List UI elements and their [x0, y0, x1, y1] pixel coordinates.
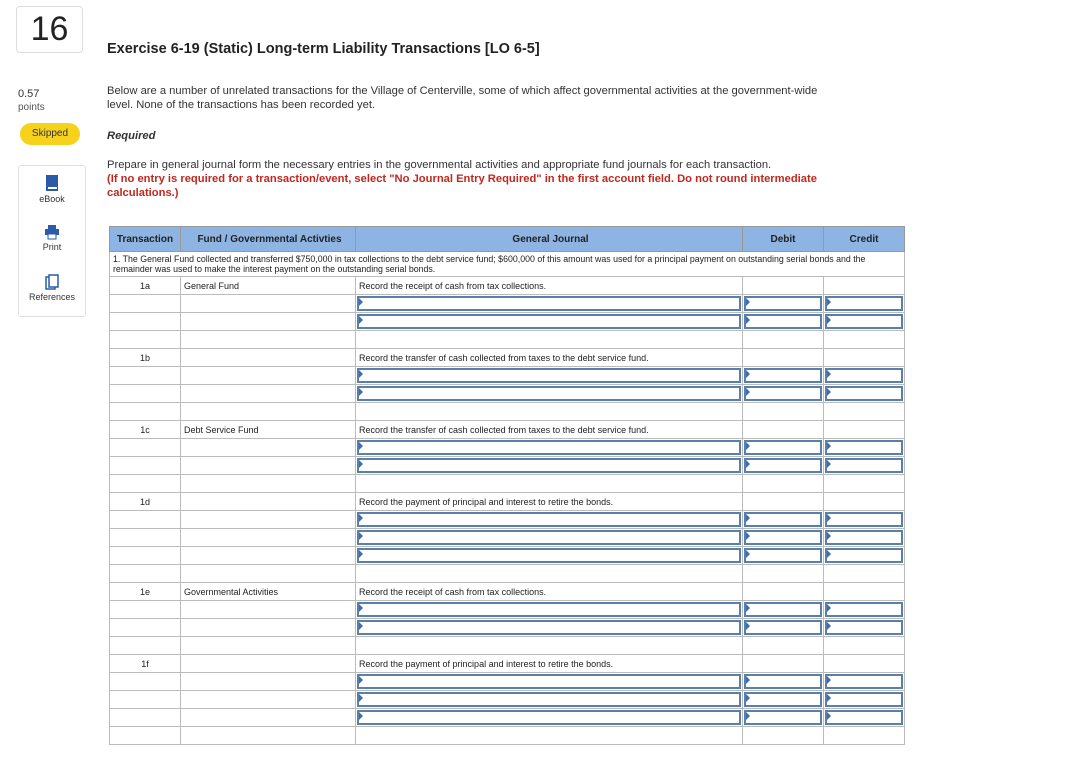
credit-input[interactable]: [825, 710, 903, 725]
header-fund: Fund / Governmental Activties: [181, 227, 356, 252]
memo-credit-empty: [824, 655, 905, 673]
line-transaction-empty: [110, 439, 181, 457]
spacer-cell: [824, 565, 905, 583]
journal-line-row: [110, 313, 905, 331]
line-fund-empty: [181, 511, 356, 529]
credit-input[interactable]: [825, 440, 903, 455]
account-dropdown[interactable]: [357, 368, 741, 383]
spacer-cell: [356, 565, 743, 583]
header-transaction: Transaction: [110, 227, 181, 252]
credit-input[interactable]: [825, 530, 903, 545]
memo-debit-empty: [743, 493, 824, 511]
question-number: 16: [16, 6, 83, 53]
journal-line-row: [110, 709, 905, 727]
journal-line-row: [110, 439, 905, 457]
credit-input-cell: [824, 691, 905, 709]
entry-memo-row: [110, 349, 905, 367]
fund-name: Governmental Activities: [181, 583, 356, 601]
credit-input-cell: [824, 367, 905, 385]
credit-input-cell: [824, 511, 905, 529]
line-fund-empty: [181, 691, 356, 709]
account-dropdown-cell: [356, 439, 743, 457]
credit-input[interactable]: [825, 368, 903, 383]
exercise-intro: Below are a number of unrelated transactions for the Village of Centerville, some of which affect governmental activities at the government-wide level. None of the transactions has been recorded yet.: [107, 85, 818, 111]
account-dropdown[interactable]: [357, 296, 741, 311]
fund-name: [181, 655, 356, 673]
debit-input-cell: [743, 673, 824, 691]
account-dropdown-cell: [356, 367, 743, 385]
spacer-cell: [824, 475, 905, 493]
debit-input[interactable]: [744, 548, 822, 563]
references-label: References: [28, 292, 76, 302]
entry-memo-row: [110, 583, 905, 601]
journal-line-row: [110, 457, 905, 475]
line-transaction-empty: [110, 691, 181, 709]
memo-debit-empty: [743, 655, 824, 673]
transaction-id: 1f: [110, 655, 181, 673]
spacer-cell: [356, 475, 743, 493]
line-fund-empty: [181, 439, 356, 457]
points-value: 0.57: [18, 88, 40, 100]
debit-input[interactable]: [744, 368, 822, 383]
debit-input[interactable]: [744, 386, 822, 401]
spacer-cell: [110, 403, 181, 421]
spacer-cell: [356, 331, 743, 349]
line-fund-empty: [181, 619, 356, 637]
account-dropdown[interactable]: [357, 548, 741, 563]
debit-input[interactable]: [744, 530, 822, 545]
memo-credit-empty: [824, 583, 905, 601]
debit-input[interactable]: [744, 440, 822, 455]
line-fund-empty: [181, 367, 356, 385]
fund-name: [181, 349, 356, 367]
spacer-cell: [181, 331, 356, 349]
spacer-cell: [181, 727, 356, 745]
spacer-cell: [356, 727, 743, 745]
spacer-cell: [743, 727, 824, 745]
spacer-row: [110, 403, 905, 421]
points-label: points: [18, 102, 45, 113]
line-transaction-empty: [110, 709, 181, 727]
spacer-cell: [110, 565, 181, 583]
debit-input-cell: [743, 367, 824, 385]
line-fund-empty: [181, 457, 356, 475]
account-dropdown-cell: [356, 511, 743, 529]
spacer-row: [110, 637, 905, 655]
spacer-cell: [110, 475, 181, 493]
line-transaction-empty: [110, 673, 181, 691]
ebook-button[interactable]: [19, 166, 85, 216]
credit-input-cell: [824, 385, 905, 403]
account-dropdown-cell: [356, 457, 743, 475]
transaction-id: 1d: [110, 493, 181, 511]
account-dropdown-cell: [356, 547, 743, 565]
entry-memo: Record the transfer of cash collected from taxes to the debt service fund.: [356, 421, 743, 439]
account-dropdown[interactable]: [357, 512, 741, 527]
account-dropdown-cell: [356, 619, 743, 637]
credit-input[interactable]: [825, 314, 903, 329]
transaction-id: 1e: [110, 583, 181, 601]
instructions: [107, 158, 867, 200]
account-dropdown-cell: [356, 673, 743, 691]
line-transaction-empty: [110, 619, 181, 637]
credit-input[interactable]: [825, 620, 903, 635]
credit-input-cell: [824, 313, 905, 331]
journal-line-row: [110, 295, 905, 313]
account-dropdown-cell: [356, 529, 743, 547]
journal-line-row: [110, 529, 905, 547]
debit-input[interactable]: [744, 314, 822, 329]
account-dropdown-cell: [356, 313, 743, 331]
spacer-cell: [110, 637, 181, 655]
spacer-row: [110, 565, 905, 583]
account-dropdown[interactable]: [357, 710, 741, 725]
entry-memo: Record the receipt of cash from tax collections.: [356, 583, 743, 601]
instruction-note: (If no entry is required for a transaction/event, select "No Journal Entry Required" in the first account field. Do not round intermediate calculations.): [107, 173, 817, 199]
account-dropdown[interactable]: [357, 674, 741, 689]
account-dropdown-cell: [356, 691, 743, 709]
line-fund-empty: [181, 547, 356, 565]
memo-credit-empty: [824, 421, 905, 439]
print-label: Print: [42, 242, 62, 252]
required-heading: Required: [107, 130, 156, 142]
journal-line-row: [110, 367, 905, 385]
account-dropdown[interactable]: [357, 458, 741, 473]
debit-input-cell: [743, 295, 824, 313]
line-transaction-empty: [110, 313, 181, 331]
spacer-cell: [110, 727, 181, 745]
debit-input-cell: [743, 439, 824, 457]
memo-credit-empty: [824, 277, 905, 295]
line-fund-empty: [181, 709, 356, 727]
credit-input[interactable]: [825, 692, 903, 707]
memo-debit-empty: [743, 421, 824, 439]
account-dropdown-cell: [356, 601, 743, 619]
credit-input[interactable]: [825, 548, 903, 563]
entry-memo: Record the transfer of cash collected from taxes to the debt service fund.: [356, 349, 743, 367]
fund-name: Debt Service Fund: [181, 421, 356, 439]
debit-input-cell: [743, 547, 824, 565]
debit-input[interactable]: [744, 620, 822, 635]
spacer-cell: [356, 403, 743, 421]
entry-memo: Record the payment of principal and interest to retire the bonds.: [356, 655, 743, 673]
journal-line-row: [110, 385, 905, 403]
journal-line-row: [110, 547, 905, 565]
spacer-cell: [743, 475, 824, 493]
credit-input[interactable]: [825, 296, 903, 311]
journal-line-row: [110, 691, 905, 709]
line-fund-empty: [181, 673, 356, 691]
debit-input-cell: [743, 529, 824, 547]
account-dropdown[interactable]: [357, 602, 741, 617]
line-transaction-empty: [110, 295, 181, 313]
transaction-description-row: [110, 252, 905, 277]
account-dropdown[interactable]: [357, 314, 741, 329]
line-transaction-empty: [110, 601, 181, 619]
ebook-icon: [45, 174, 59, 192]
line-fund-empty: [181, 385, 356, 403]
spacer-cell: [181, 403, 356, 421]
spacer-row: [110, 727, 905, 745]
credit-input[interactable]: [825, 512, 903, 527]
spacer-cell: [181, 475, 356, 493]
spacer-cell: [181, 637, 356, 655]
credit-input-cell: [824, 439, 905, 457]
debit-input[interactable]: [744, 674, 822, 689]
spacer-cell: [743, 637, 824, 655]
transaction-id: 1c: [110, 421, 181, 439]
spacer-cell: [110, 331, 181, 349]
header-general-journal: General Journal: [356, 227, 743, 252]
line-fund-empty: [181, 529, 356, 547]
memo-debit-empty: [743, 349, 824, 367]
debit-input-cell: [743, 619, 824, 637]
line-fund-empty: [181, 295, 356, 313]
debit-input-cell: [743, 313, 824, 331]
spacer-cell: [356, 637, 743, 655]
debit-input-cell: [743, 511, 824, 529]
spacer-cell: [743, 331, 824, 349]
credit-input-cell: [824, 547, 905, 565]
line-transaction-empty: [110, 385, 181, 403]
references-button[interactable]: [19, 266, 85, 316]
fund-name: General Fund: [181, 277, 356, 295]
journal-line-row: [110, 511, 905, 529]
credit-input[interactable]: [825, 674, 903, 689]
line-fund-empty: [181, 601, 356, 619]
tools-panel: [18, 165, 86, 317]
references-icon: [45, 274, 59, 290]
entry-memo: Record the receipt of cash from tax collections.: [356, 277, 743, 295]
line-transaction-empty: [110, 511, 181, 529]
spacer-cell: [824, 403, 905, 421]
print-icon: [44, 224, 60, 240]
debit-input-cell: [743, 457, 824, 475]
debit-input[interactable]: [744, 458, 822, 473]
credit-input-cell: [824, 529, 905, 547]
account-dropdown[interactable]: [357, 692, 741, 707]
spacer-row: [110, 331, 905, 349]
ebook-label: eBook: [39, 194, 65, 204]
entry-memo-row: [110, 277, 905, 295]
debit-input-cell: [743, 691, 824, 709]
account-dropdown-cell: [356, 385, 743, 403]
memo-debit-empty: [743, 277, 824, 295]
credit-input-cell: [824, 601, 905, 619]
memo-credit-empty: [824, 493, 905, 511]
debit-input-cell: [743, 709, 824, 727]
line-transaction-empty: [110, 457, 181, 475]
spacer-cell: [824, 331, 905, 349]
spacer-cell: [824, 727, 905, 745]
credit-input-cell: [824, 709, 905, 727]
entry-memo: Record the payment of principal and interest to retire the bonds.: [356, 493, 743, 511]
header-credit: Credit: [824, 227, 905, 252]
table-header-row: [110, 227, 905, 252]
credit-input[interactable]: [825, 602, 903, 617]
debit-input[interactable]: [744, 710, 822, 725]
spacer-cell: [181, 565, 356, 583]
memo-debit-empty: [743, 583, 824, 601]
debit-input[interactable]: [744, 602, 822, 617]
transaction-id: 1a: [110, 277, 181, 295]
entry-memo-row: [110, 493, 905, 511]
spacer-cell: [743, 565, 824, 583]
transaction-description: 1. The General Fund collected and transferred $750,000 in tax collections to the debt service fund; $600,000 of this amount was used for a principal payment on outstanding serial bonds and the remainder was used to make the interest payment on the outstanding serial bonds.: [110, 252, 905, 277]
line-transaction-empty: [110, 367, 181, 385]
credit-input-cell: [824, 619, 905, 637]
account-dropdown[interactable]: [357, 386, 741, 401]
debit-input-cell: [743, 601, 824, 619]
line-transaction-empty: [110, 547, 181, 565]
credit-input-cell: [824, 295, 905, 313]
account-dropdown[interactable]: [357, 620, 741, 635]
spacer-cell: [743, 403, 824, 421]
print-button[interactable]: [19, 216, 85, 266]
spacer-cell: [824, 637, 905, 655]
line-transaction-empty: [110, 529, 181, 547]
transaction-id: 1b: [110, 349, 181, 367]
points-display: [18, 88, 45, 114]
credit-input[interactable]: [825, 386, 903, 401]
entry-memo-row: [110, 421, 905, 439]
entry-memo-row: [110, 655, 905, 673]
header-debit: Debit: [743, 227, 824, 252]
spacer-row: [110, 475, 905, 493]
exercise-title: Exercise 6-19 (Static) Long-term Liability Transactions [LO 6-5]: [107, 41, 540, 57]
credit-input-cell: [824, 457, 905, 475]
debit-input-cell: [743, 385, 824, 403]
line-fund-empty: [181, 313, 356, 331]
journal-line-row: [110, 601, 905, 619]
debit-input[interactable]: [744, 512, 822, 527]
account-dropdown-cell: [356, 709, 743, 727]
instruction-text: Prepare in general journal form the necessary entries in the governmental activities and appropriate fund journals for each transaction.: [107, 159, 772, 171]
memo-credit-empty: [824, 349, 905, 367]
credit-input[interactable]: [825, 458, 903, 473]
account-dropdown[interactable]: [357, 530, 741, 545]
fund-name: [181, 493, 356, 511]
debit-input[interactable]: [744, 296, 822, 311]
status-badge: Skipped: [20, 123, 80, 145]
journal-line-row: [110, 619, 905, 637]
journal-line-row: [110, 673, 905, 691]
credit-input-cell: [824, 673, 905, 691]
account-dropdown-cell: [356, 295, 743, 313]
journal-table: [109, 226, 905, 745]
debit-input[interactable]: [744, 692, 822, 707]
account-dropdown[interactable]: [357, 440, 741, 455]
